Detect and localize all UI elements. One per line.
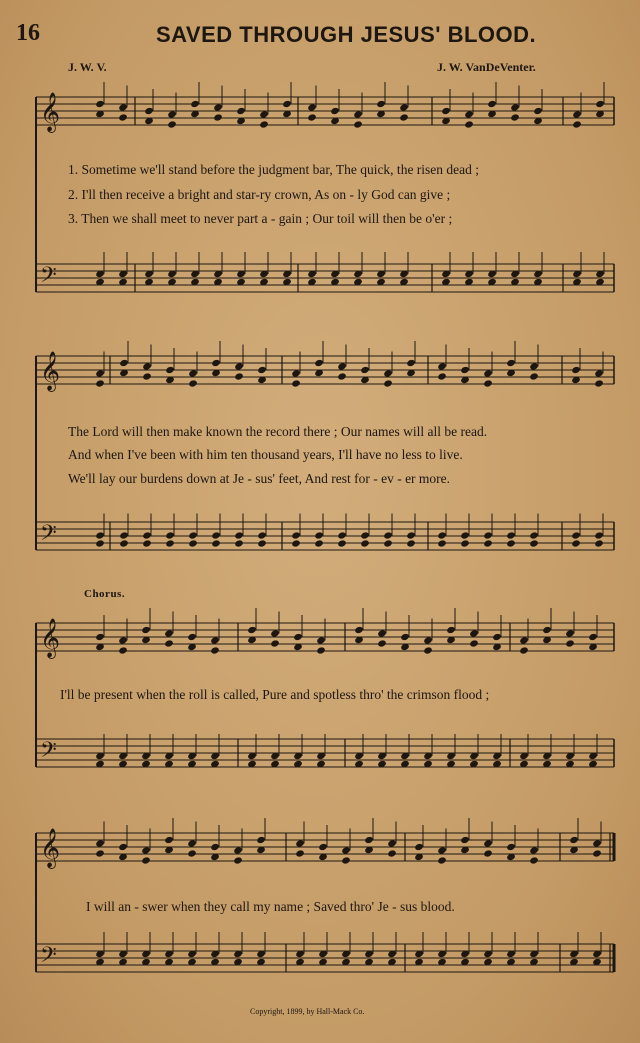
note-head — [529, 856, 539, 864]
note-head — [142, 539, 152, 547]
note-head — [236, 107, 246, 115]
note-head — [588, 633, 598, 641]
note-head — [341, 856, 351, 864]
note-head — [316, 636, 326, 644]
note-head — [188, 369, 198, 377]
note-head — [529, 539, 539, 547]
verse1-line1: 1. Sometime we'll stand before the judgment bar, The quick, the risen dead ; — [68, 162, 480, 177]
note-head — [406, 539, 416, 547]
note-head — [595, 100, 605, 108]
note-head — [141, 626, 151, 634]
note-head — [233, 856, 243, 864]
note-head — [437, 372, 447, 380]
note-head — [234, 372, 244, 380]
note-head — [487, 100, 497, 108]
note-head — [259, 120, 269, 128]
note-head — [330, 107, 340, 115]
note-head — [316, 646, 326, 654]
chorus-line2: I will an - swer when they call my name ; Saved thro' Je - sus blood. — [86, 899, 455, 914]
bass-clef-icon: 𝄢 — [40, 263, 57, 293]
page-number: 16 — [16, 20, 40, 46]
note-head — [257, 539, 267, 547]
verse1-line2: The Lord will then make known the record there ; Our names will all be read. — [68, 424, 488, 439]
note-head — [506, 843, 516, 851]
note-head — [211, 359, 221, 367]
note-head — [291, 539, 301, 547]
note-head — [360, 539, 370, 547]
note-head — [565, 629, 575, 637]
note-head — [387, 849, 397, 857]
bass-clef-icon: 𝄢 — [40, 521, 57, 551]
note-head — [314, 359, 324, 367]
note-head — [95, 379, 105, 387]
note-head — [519, 636, 529, 644]
note-head — [142, 531, 152, 539]
treble-clef-icon: 𝄞 — [40, 351, 61, 391]
note-head — [441, 107, 451, 115]
note-head — [118, 113, 128, 121]
note-head — [119, 531, 129, 539]
note-head — [446, 626, 456, 634]
note-head — [464, 110, 474, 118]
note-head — [307, 103, 317, 111]
note-head — [423, 646, 433, 654]
note-head — [295, 839, 305, 847]
note-head — [141, 856, 151, 864]
note-head — [187, 849, 197, 857]
note-head — [406, 359, 416, 367]
note-head — [247, 626, 257, 634]
note-head — [210, 646, 220, 654]
note-head — [165, 539, 175, 547]
note-head — [376, 100, 386, 108]
note-head — [377, 639, 387, 647]
note-head — [259, 110, 269, 118]
note-head — [483, 539, 493, 547]
note-head — [95, 531, 105, 539]
note-head — [119, 359, 129, 367]
note-head — [529, 362, 539, 370]
note-head — [414, 843, 424, 851]
note-head — [383, 379, 393, 387]
note-head — [383, 539, 393, 547]
note-head — [353, 110, 363, 118]
note-head — [188, 539, 198, 547]
note-head — [164, 629, 174, 637]
note-head — [307, 113, 317, 121]
note-head — [95, 369, 105, 377]
note-head — [506, 539, 516, 547]
note-head — [383, 369, 393, 377]
bass-clef-icon: 𝄢 — [40, 943, 57, 973]
note-head — [95, 539, 105, 547]
note-head — [256, 836, 266, 844]
note-head — [572, 120, 582, 128]
note-head — [257, 531, 267, 539]
note-head — [291, 531, 301, 539]
note-head — [142, 372, 152, 380]
verse2-line2: And when I've been with him ten thousand years, I'll have no less to live. — [68, 447, 463, 462]
note-head — [337, 539, 347, 547]
note-head — [233, 846, 243, 854]
chorus-line1: I'll be present when the roll is called, Pure and spotless thro' the crimson flood ; — [60, 687, 490, 702]
note-head — [318, 843, 328, 851]
note-head — [492, 633, 502, 641]
note-head — [270, 639, 280, 647]
lyricist-credit: J. W. V. — [68, 60, 107, 74]
note-head — [387, 839, 397, 847]
note-head — [483, 379, 493, 387]
note-head — [213, 103, 223, 111]
note-head — [234, 539, 244, 547]
note-head — [95, 633, 105, 641]
note-head — [187, 633, 197, 641]
treble-clef-icon: 𝄞 — [40, 618, 61, 658]
note-head — [464, 120, 474, 128]
note-head — [406, 531, 416, 539]
hymn-title: SAVED THROUGH JESUS' BLOOD. — [156, 22, 537, 47]
note-head — [506, 359, 516, 367]
note-head — [592, 849, 602, 857]
treble-clef-icon: 𝄞 — [40, 92, 61, 132]
note-head — [190, 100, 200, 108]
note-head — [533, 107, 543, 115]
note-head — [529, 531, 539, 539]
note-head — [460, 366, 470, 374]
note-head — [354, 626, 364, 634]
verse3-line1: 3. Then we shall meet to never part a - gain ; Our toil will then be o'er ; — [68, 211, 453, 226]
note-head — [164, 836, 174, 844]
note-head — [164, 639, 174, 647]
note-head — [337, 372, 347, 380]
note-head — [118, 646, 128, 654]
note-head — [572, 110, 582, 118]
note-head — [437, 846, 447, 854]
note-head — [460, 531, 470, 539]
note-head — [211, 531, 221, 539]
note-head — [571, 531, 581, 539]
note-head — [483, 839, 493, 847]
note-head — [118, 843, 128, 851]
note-head — [95, 100, 105, 108]
note-head — [571, 366, 581, 374]
note-head — [95, 849, 105, 857]
chorus-label: Chorus. — [84, 588, 126, 600]
note-head — [210, 843, 220, 851]
note-head — [510, 113, 520, 121]
note-head — [165, 531, 175, 539]
note-head — [542, 626, 552, 634]
note-head — [291, 379, 301, 387]
note-head — [437, 362, 447, 370]
note-head — [211, 539, 221, 547]
note-head — [295, 849, 305, 857]
note-head — [257, 366, 267, 374]
note-head — [569, 836, 579, 844]
note-head — [341, 846, 351, 854]
note-head — [594, 531, 604, 539]
note-head — [437, 539, 447, 547]
note-head — [234, 362, 244, 370]
treble-clef-icon: 𝄞 — [40, 828, 61, 868]
verse3-line2: We'll lay our burdens down at Je - sus' feet, And rest for - ev - er more. — [68, 471, 451, 486]
note-head — [529, 372, 539, 380]
note-head — [187, 839, 197, 847]
note-head — [483, 849, 493, 857]
note-head — [95, 839, 105, 847]
copyright-notice: Copyright, 1899, by Hall-Mack Co. — [250, 1007, 365, 1016]
note-head — [483, 369, 493, 377]
note-head — [142, 362, 152, 370]
note-head — [213, 113, 223, 121]
note-head — [118, 103, 128, 111]
note-head — [210, 636, 220, 644]
note-head — [399, 103, 409, 111]
note-head — [460, 539, 470, 547]
note-head — [594, 369, 604, 377]
note-head — [314, 539, 324, 547]
note-head — [234, 531, 244, 539]
note-head — [377, 629, 387, 637]
note-head — [119, 539, 129, 547]
note-head — [364, 836, 374, 844]
note-head — [519, 646, 529, 654]
note-head — [529, 846, 539, 854]
note-head — [291, 369, 301, 377]
note-head — [383, 531, 393, 539]
note-head — [506, 531, 516, 539]
note-head — [592, 839, 602, 847]
note-head — [337, 531, 347, 539]
note-head — [594, 379, 604, 387]
note-head — [270, 629, 280, 637]
note-head — [282, 100, 292, 108]
note-head — [594, 539, 604, 547]
note-head — [167, 110, 177, 118]
note-head — [144, 107, 154, 115]
note-head — [165, 366, 175, 374]
note-head — [437, 856, 447, 864]
note-head — [314, 531, 324, 539]
note-head — [423, 636, 433, 644]
note-head — [167, 120, 177, 128]
note-head — [188, 379, 198, 387]
note-head — [469, 639, 479, 647]
note-head — [469, 629, 479, 637]
note-head — [188, 531, 198, 539]
note-head — [483, 531, 493, 539]
note-head — [460, 836, 470, 844]
note-head — [118, 636, 128, 644]
note-head — [360, 366, 370, 374]
note-head — [400, 633, 410, 641]
note-head — [360, 531, 370, 539]
bass-clef-icon: 𝄢 — [40, 738, 57, 768]
note-head — [353, 120, 363, 128]
verse2-line1: 2. I'll then receive a bright and star-ry crown, As on - ly God can give ; — [68, 187, 451, 202]
note-head — [571, 539, 581, 547]
note-head — [337, 362, 347, 370]
note-head — [293, 633, 303, 641]
note-head — [399, 113, 409, 121]
composer-credit: J. W. VanDeVenter. — [437, 60, 536, 74]
note-head — [565, 639, 575, 647]
note-head — [437, 531, 447, 539]
note-head — [141, 846, 151, 854]
note-head — [510, 103, 520, 111]
